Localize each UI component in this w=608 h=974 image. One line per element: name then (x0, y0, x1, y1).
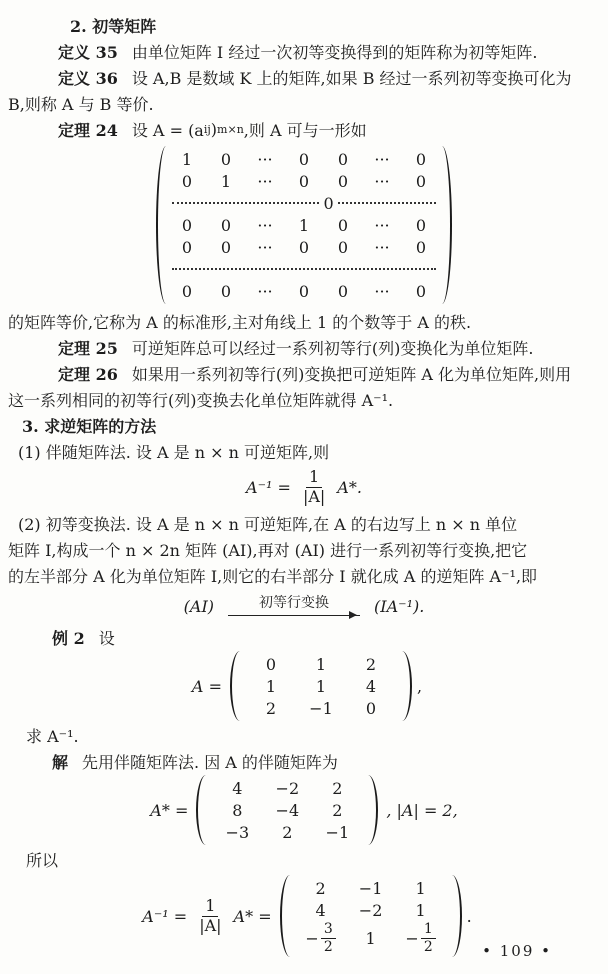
right-arrow-icon (228, 615, 360, 616)
matrix-cell: 1 (181, 149, 193, 169)
so-text: 所以 (26, 850, 59, 870)
para-example-2 (0, 624, 608, 650)
inverse-mid: A* = (233, 906, 272, 926)
matrix-cell: 1 (220, 171, 232, 191)
theorem-25-text: 可逆矩阵总可以经过一系列初等行(列)变换化为单位矩阵. (131, 338, 534, 358)
find-inverse-text: 求 A⁻¹. (26, 726, 79, 746)
para-theorem-26 (0, 360, 608, 386)
para-definition-36 (0, 64, 608, 90)
minus-sign: − (405, 928, 419, 948)
matrix-cell: 0 (220, 281, 232, 301)
page-number: • 109 • (482, 942, 552, 960)
heading-text: 3. 求逆矩阵的方法 (22, 416, 157, 436)
transform-right: (IA⁻¹). (374, 596, 425, 616)
matrix-cell: 0 (337, 149, 349, 169)
para-definition-35 (0, 38, 608, 64)
solution-text: 先用伴随矩阵法. 因 A 的伴随矩阵为 (82, 752, 338, 772)
fraction-denominator: 2 (423, 938, 433, 955)
theorem-26-label: 定理 26 (58, 364, 118, 384)
matrix-cell: 1 (365, 928, 376, 948)
matrix-cell (398, 921, 444, 955)
matrix-cell: ··· (374, 215, 390, 235)
matrix-cell: 0 (298, 281, 310, 301)
adjoint-lhs: A⁻¹ = (246, 477, 291, 497)
para-so (0, 846, 608, 872)
matrix-cell: −2 (275, 778, 300, 798)
example-2-text: 设 (98, 628, 115, 648)
matrix-cell: 0 (220, 237, 232, 257)
fraction-one-over-detA (303, 468, 325, 506)
right-paren (402, 651, 412, 721)
method-2-text-2: 矩阵 I,构成一个 n × 2n 矩阵 (AI),再对 (AI) 进行一系列初等行变换,把它 (8, 540, 528, 560)
matrix-cell: 2 (365, 654, 377, 674)
transform-left: (AI) (183, 596, 215, 616)
matrix-cell: 0 (298, 237, 310, 257)
matrix-cell: −2 (358, 900, 383, 920)
matrix-A-inverse-grid (290, 875, 452, 957)
matrix-cell: 1 (265, 676, 277, 696)
para-solution (0, 748, 608, 774)
fraction-neg-three-halves (305, 921, 335, 954)
matrix-cell: ··· (374, 281, 390, 301)
matrix-cell: ··· (374, 149, 390, 169)
matrix-cell: 0 (298, 149, 310, 169)
matrix-cell: 0 (337, 281, 349, 301)
fraction-denominator: |A| (199, 915, 222, 935)
dotted-row-with-zero (172, 192, 436, 214)
transform-arrow (228, 596, 360, 615)
determinant-value: , |A| = 2, (386, 800, 458, 820)
matrix-cell: 0 (265, 654, 277, 674)
definition-36-text: 设 A,B 是数域 K 上的矩阵,如果 B 经过一系列初等变换可化为 (131, 68, 572, 88)
matrix-cell: −1 (309, 698, 333, 718)
matrix-cell: 4 (365, 676, 377, 696)
para-theorem-26-continuation (0, 386, 608, 412)
para-theorem-25 (0, 334, 608, 360)
matrix-cell (298, 921, 344, 955)
left-paren (196, 775, 206, 845)
method-2-text-3: 的左半部分 A 化为单位矩阵 I,则它的右半部分 I 就化成 A 的逆矩阵 A⁻¹,即 (8, 566, 538, 586)
definition-35-label: 定义 35 (58, 42, 118, 62)
matrix-cell: 1 (298, 215, 310, 235)
matrix-cell: 4 (232, 778, 243, 798)
fraction (421, 921, 436, 954)
right-paren (368, 775, 378, 845)
left-paren (156, 146, 166, 304)
fraction-one-over-detA (199, 897, 221, 935)
method-2-text-1: (2) 初等变换法. 设 A 是 n × n 可逆矩阵,在 A 的右边写上 n × n 单位 (18, 514, 518, 534)
para-find-inverse (0, 722, 608, 748)
definition-36-label: 定义 36 (58, 68, 118, 88)
matrix-cell: 0 (415, 281, 427, 301)
matrix-cell: 2 (332, 800, 343, 820)
matrix-cell: 2 (265, 698, 277, 718)
matrix-cell: ··· (257, 171, 273, 191)
matrix-cell: 0 (415, 237, 427, 257)
matrix-cell: −1 (325, 822, 350, 842)
matrix-cell: ··· (374, 237, 390, 257)
matrix-A (230, 651, 412, 721)
minus-sign: − (305, 928, 319, 948)
matrix-cell: 2 (315, 878, 326, 898)
para-method-1 (0, 438, 608, 464)
fraction-denominator: 2 (323, 938, 333, 955)
matrix-A-comma: , (416, 676, 423, 696)
solution-label: 解 (52, 752, 69, 772)
theorem-24-pre: 设 A = (a (131, 120, 204, 140)
matrix-cell: 0 (181, 171, 193, 191)
theorem-24-label: 定理 24 (58, 120, 118, 140)
fraction-numerator: 1 (421, 921, 436, 938)
fraction-numerator: 1 (306, 468, 322, 487)
matrix-A-star (196, 775, 378, 845)
arrow-label: 初等行变换 (259, 595, 330, 612)
fraction-neg-one-half (405, 921, 435, 954)
matrix-cell: 1 (315, 676, 327, 696)
matrix-cell: 2 (282, 822, 293, 842)
left-paren (280, 875, 290, 957)
theorem-25-label: 定理 25 (58, 338, 118, 358)
matrix-cell: 4 (315, 900, 326, 920)
matrix-cell: 1 (415, 878, 426, 898)
inverse-lhs: A⁻¹ = (142, 906, 188, 926)
theorem-24-post: ,则 A 可与一形如 (243, 120, 367, 140)
matrix-cell: ··· (374, 171, 390, 191)
fraction-numerator: 1 (202, 897, 218, 916)
example-2-label: 例 2 (52, 628, 85, 648)
right-paren (452, 875, 462, 957)
standard-form-grid (166, 146, 442, 304)
subscript-mxn: m×n (217, 122, 244, 136)
para-standard-form-note (0, 308, 608, 334)
dotted-segment (172, 202, 319, 204)
matrix-cell: 0 (365, 698, 377, 718)
matrix-A-star-grid (206, 775, 368, 845)
matrix-cell: 0 (323, 193, 334, 213)
right-paren (442, 146, 452, 304)
matrix-cell: 1 (415, 900, 426, 920)
formula-matrix-A (0, 650, 608, 722)
formula-row-transform (0, 588, 608, 624)
dotted-row (172, 258, 436, 280)
matrix-cell: 0 (220, 149, 232, 169)
matrix-cell: −4 (275, 800, 300, 820)
heading-text: 2. 初等矩阵 (70, 16, 157, 36)
method-1-text: (1) 伴随矩阵法. 设 A 是 n × n 可逆矩阵,则 (18, 442, 330, 462)
matrix-cell: −3 (225, 822, 250, 842)
matrix-A-grid (240, 651, 402, 721)
matrix-A-inverse (280, 875, 462, 957)
left-paren (230, 651, 240, 721)
matrix-A-lhs: A = (191, 676, 222, 696)
para-method-2-line-3 (0, 562, 608, 588)
para-method-2-line-2 (0, 536, 608, 562)
matrix-cell: 0 (415, 149, 427, 169)
matrix-cell: ··· (257, 215, 273, 235)
formula-adjoint-inverse (0, 464, 608, 510)
matrix-cell: 0 (337, 215, 349, 235)
formula-period: . (466, 906, 472, 926)
matrix-cell: 0 (415, 215, 427, 235)
matrix-cell: 0 (181, 237, 193, 257)
matrix-cell: 8 (232, 800, 243, 820)
matrix-standard-form (156, 146, 452, 304)
dotted-segment (338, 202, 436, 204)
section-heading-inverse-methods (0, 412, 608, 438)
dotted-segment (172, 268, 436, 270)
matrix-cell: 2 (332, 778, 343, 798)
theorem-26-text: 如果用一系列初等行(列)变换把可逆矩阵 A 化为单位矩阵,则用 (131, 364, 572, 384)
para-theorem-24 (0, 116, 608, 142)
standard-form-note-text: 的矩阵等价,它称为 A 的标准形,主对角线上 1 的个数等于 A 的秩. (8, 312, 472, 332)
subscript-ij: ij (203, 122, 211, 136)
matrix-cell: 1 (315, 654, 327, 674)
matrix-cell: 0 (415, 171, 427, 191)
matrix-cell: 0 (298, 171, 310, 191)
adjoint-rhs: A*. (337, 477, 362, 497)
matrix-cell: ··· (257, 281, 273, 301)
fraction-numerator: 3 (321, 921, 336, 938)
matrix-cell: 0 (337, 237, 349, 257)
section-heading-elementary-matrices (0, 12, 608, 38)
definition-35-text: 由单位矩阵 I 经过一次初等变换得到的矩阵称为初等矩阵. (131, 42, 538, 62)
matrix-cell: −1 (358, 878, 383, 898)
para-definition-36-continuation (0, 90, 608, 116)
fraction (321, 921, 336, 954)
matrix-cell: 0 (181, 215, 193, 235)
matrix-cell: 0 (220, 215, 232, 235)
matrix-cell: ··· (257, 149, 273, 169)
matrix-cell: 0 (337, 171, 349, 191)
theorem-26-cont-text: 这一系列相同的初等行(列)变换去化单位矩阵就得 A⁻¹. (8, 390, 394, 410)
para-method-2-line-1 (0, 510, 608, 536)
matrix-A-star-lhs: A* = (150, 800, 189, 820)
fraction-denominator: |A| (302, 486, 326, 506)
theorem-24-close: ) (210, 119, 218, 139)
formula-adjugate-matrix (0, 774, 608, 846)
matrix-cell: 0 (181, 281, 193, 301)
definition-36-cont-text: B,则称 A 与 B 等价. (8, 94, 154, 114)
formula-standard-form (0, 142, 608, 308)
matrix-cell: ··· (257, 237, 273, 257)
